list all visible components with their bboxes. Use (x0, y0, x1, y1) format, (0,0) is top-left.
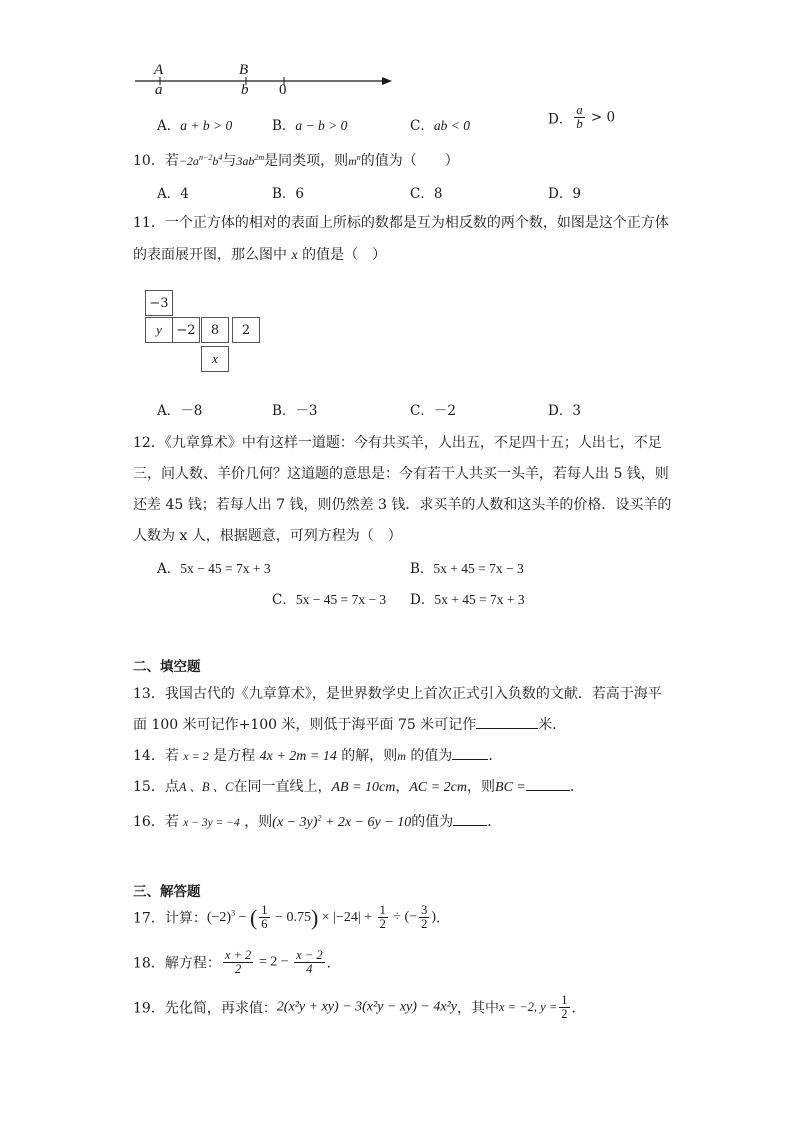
q16: 16．若 x − 3y = −4 ，则$(x - 3y)^2 + 2x - 6y - 10$的值为 ． (133, 813, 502, 830)
net-cell-minus2: −2 (172, 317, 200, 343)
q10-stem: 10．若$-2a^{n-2}b^4$与$3ab^{2m}$是同类项，则$m^n$的值为（ ） (133, 153, 459, 169)
q9-option-a[interactable]: A．a + b > 0 (157, 118, 233, 134)
q15-answer-blank[interactable] (526, 777, 570, 791)
net-cell-x: x (201, 346, 229, 372)
q12-option-c[interactable]: C．5x − 45 = 7x − 3 (272, 592, 387, 608)
point-zero-label: 0 (279, 82, 287, 98)
q12-line-3: 还差 45 钱；若每人出 7 钱，则仍然差 3 钱．求买羊的人数和这头羊的价格．设买羊的 (133, 497, 672, 513)
q12-option-a[interactable]: A．5x − 45 = 7x + 3 (157, 561, 271, 577)
q12-option-d[interactable]: D．5x + 45 = 7x + 3 (410, 592, 525, 608)
q9-option-d[interactable]: D． $\frac{a}{b}$ > 0 (548, 103, 616, 132)
net-cell-y: y (145, 317, 173, 343)
net-cell-8: 8 (201, 317, 229, 343)
section-2-title: 二、填空题 (133, 659, 201, 675)
q12-line-1: 12．《九章算术》中有这样一道题：今有共买羊，人出五，不足四十五；人出七，不足 (133, 435, 662, 451)
q12-line-2: 三，问人数、羊价几何？这道题的意思是：今有若干人共买一头羊，若每人出 5 钱，则 (133, 466, 669, 482)
q10-option-d[interactable]: D．9 (548, 186, 581, 202)
q19: 19．先化简，再求值：2(x²y + xy) − 3(x²y − xy) − 4x²y，其中x = −2, y = $\frac{1}{2}$ ． (133, 993, 586, 1022)
q15: 15．点A 、B 、C在同一直线上，AB = 10cm，AC = 2cm，则BC = ． (133, 779, 584, 795)
q18: 18．解方程： $\frac{x + 2}{2}$ = 2 − $\frac{x - 2}{4}$ ． (133, 948, 341, 977)
q11-option-c[interactable]: C．－2 (410, 403, 456, 419)
q14: 14．若 x = 2 是方程 4x + 2m = 14 的解，则m 的值为 ． (133, 748, 503, 764)
point-a-label: a (155, 82, 163, 98)
q13-line-1: 13．我国古代的《九章算术》，是世界数学史上首次正式引入负数的文献．若高于海平 (133, 686, 662, 702)
point-A-label: A (154, 62, 164, 78)
q11-option-b[interactable]: B．－3 (272, 403, 318, 419)
q16-answer-blank[interactable] (453, 812, 487, 826)
q17: 17．计算：$(-2)^3$ − ( $\frac{1}{6}$ − 0.75) × |−24| + $\frac{1}{2}$ ÷ (− $\frac{3}{2}$ )． (133, 903, 450, 932)
q13-line-2: 面 100 米可记作+100 米，则低于海平面 75 米可记作 米． (133, 717, 567, 733)
q10-option-c[interactable]: C．8 (410, 186, 443, 202)
q9-option-b[interactable]: B．a − b > 0 (272, 118, 348, 134)
q11-option-d[interactable]: D．3 (548, 403, 581, 419)
number-line (130, 62, 400, 102)
point-b-label: b (241, 82, 249, 98)
q11-line-2: 的表面展开图，那么图中 x 的值是（ ） (133, 247, 387, 263)
q12-option-b[interactable]: B．5x + 45 = 7x − 3 (410, 561, 524, 577)
q13-answer-blank[interactable] (476, 715, 538, 729)
net-cell-top: −3 (145, 290, 173, 316)
q11-option-a[interactable]: A．－8 (157, 403, 203, 419)
q10-option-b[interactable]: B．6 (272, 186, 305, 202)
q9-option-c[interactable]: C．ab < 0 (410, 118, 470, 134)
q14-answer-blank[interactable] (452, 746, 488, 760)
q12-line-4: 人数为 x 人，根据题意，可列方程为（ ） (133, 528, 402, 544)
q10-option-a[interactable]: A．4 (157, 186, 189, 202)
q11-line-1: 11．一个正方体的相对的表面上所标的数都是互为相反数的两个数，如图是这个正方体 (133, 215, 669, 231)
net-cell-2: 2 (232, 317, 260, 343)
section-3-title: 三、解答题 (133, 884, 201, 900)
point-B-label: B (239, 62, 249, 78)
